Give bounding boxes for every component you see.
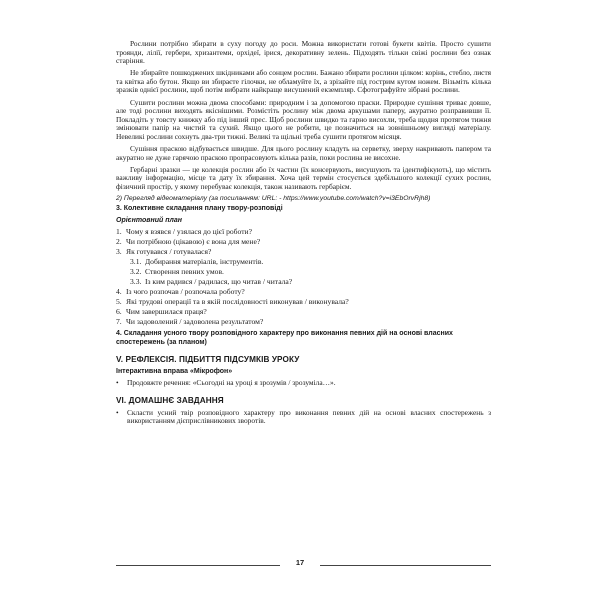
plan-subitem: 3.3. Із ким радився / радилася, що читав / читала? (130, 277, 293, 287)
section5-heading: V. РЕФЛЕКСІЯ. ПІДБИТТЯ ПІДСУМКІВ УРОКУ (116, 355, 300, 365)
task4-heading: 4. Складання усного твору розповідного характеру про виконання певних дій на основі власних спостережень (за планом) (116, 330, 453, 346)
plan-item: 7. Чи задоволений / задоволена результатом? (116, 317, 264, 327)
exercise-heading: Інтерактивна вправа «Мікрофон» (116, 368, 233, 376)
paragraph-drying: Сушити рослини можна двома способами: природним і за допомогою праски. Природне сушіння триває довше, але тоді рослини виходять якіснішими. Розмістіть рослину між двома аркушами паперу, акуратно розправивши її. Покладіть у товсту книжку або під інший прес. Щоб рослини швидко та гарно висохли, треба щодня протягом тижня змінювати папір на чистий та сухий. Якщо цього не робити, це позначиться на зовнішньому вигляді матеріалу. Невеликі рослини сохнуть два-три тижні. Великі та щільні треба сушити протягом місяця. (116, 97, 491, 141)
bullet-icon: • (116, 407, 119, 417)
plan-subitem: 3.1. Добирання матеріалів, інструментів. (130, 257, 264, 267)
plan-subitem: 3.2. Створення певних умов. (130, 267, 224, 277)
bullet-icon: • (116, 377, 119, 387)
paragraph-collecting: Рослини потрібно збирати в суху погоду до роси. Можна використати готові букети квітів. Просто сушити троянди, лілії, гербери, хризантеми, орхідеї, ірися, декоративну зелень. Підходять тільки свіжі рослини без ознак старіння. (116, 39, 491, 66)
plan-subheading: Орієнтовний план (116, 216, 182, 224)
section5-bullet-text: Продовжте речення: «Сьогодні на уроці я зрозумів / зрозуміла…». (127, 377, 336, 387)
plan-list (116, 227, 491, 327)
plan-item: 1. Чому я взявся / узялася до цієї роботи? (116, 227, 252, 237)
paragraph-selection: Не збирайте пошкоджених шкідниками або сонцем рослин. Бажано збирати рослини цілком: корінь, стебло, листя та квітка або бутон. Якщо ви збираєте гілочки, не обламуйте їх, а зрізайте під гострим кутом ножем. Візьміть кілька зразків однієї рослини, щоб потім вибрати найкраще висушений екземпляр. Сфотографуйте зібрані рослини. (116, 68, 491, 95)
plan-item: 5. Які трудові операції та в якій послідовності виконував / виконувала? (116, 297, 349, 307)
task3-heading: 3. Колективне складання плану твору-розповіді (116, 205, 283, 212)
footer-rule-right (320, 565, 491, 566)
plan-item: 4. Із чого розпочав / розпочала роботу? (116, 287, 245, 297)
video-source-note: 2) Перегляд відеоматеріалу (за посиланням: URL: - https://www.youtube.com/watch?v=i3EbOrvRjh8) (116, 195, 431, 202)
plan-item: 3. Як готувався / готувалася? (116, 247, 212, 257)
section6-bullet-item (116, 409, 491, 426)
plan-item: 6. Чим завершилася праця? (116, 307, 207, 317)
content-column (116, 40, 491, 428)
page-number: 17 (295, 558, 305, 567)
plan-item: 2. Чи потрібною (цікавою) є вона для мене? (116, 237, 261, 247)
paragraph-ironing: Сушіння праскою відбувається швидше. Для цього рослину кладуть на серветку, зверху накривають папером та акуратно не дуже гарячою праскою пропрасовують кілька разів, поки рослина не висохне. (116, 144, 491, 162)
section5-bullet-item (116, 379, 491, 388)
footer-rule-left (116, 565, 280, 566)
paragraph-herbarium: Гербарні зразки — це колекція рослин або їх частин (їх консервують, висушують та ідентифікують), що містить важливу інформацію, місце та дату їх збирання. Хоча цей термін стосується здебільшого колекції сухих рослин, фізичний простір, у якому перебуває колекція, також називають гербарієм. (116, 164, 491, 191)
section6-heading: VI. ДОМАШНЄ ЗАВДАННЯ (116, 395, 224, 405)
section6-bullet-text: Скласти усний твір розповідного характеру про виконання певних дій на основі власних спостережень з використанням дієприслівникових зворотів. (127, 407, 491, 426)
